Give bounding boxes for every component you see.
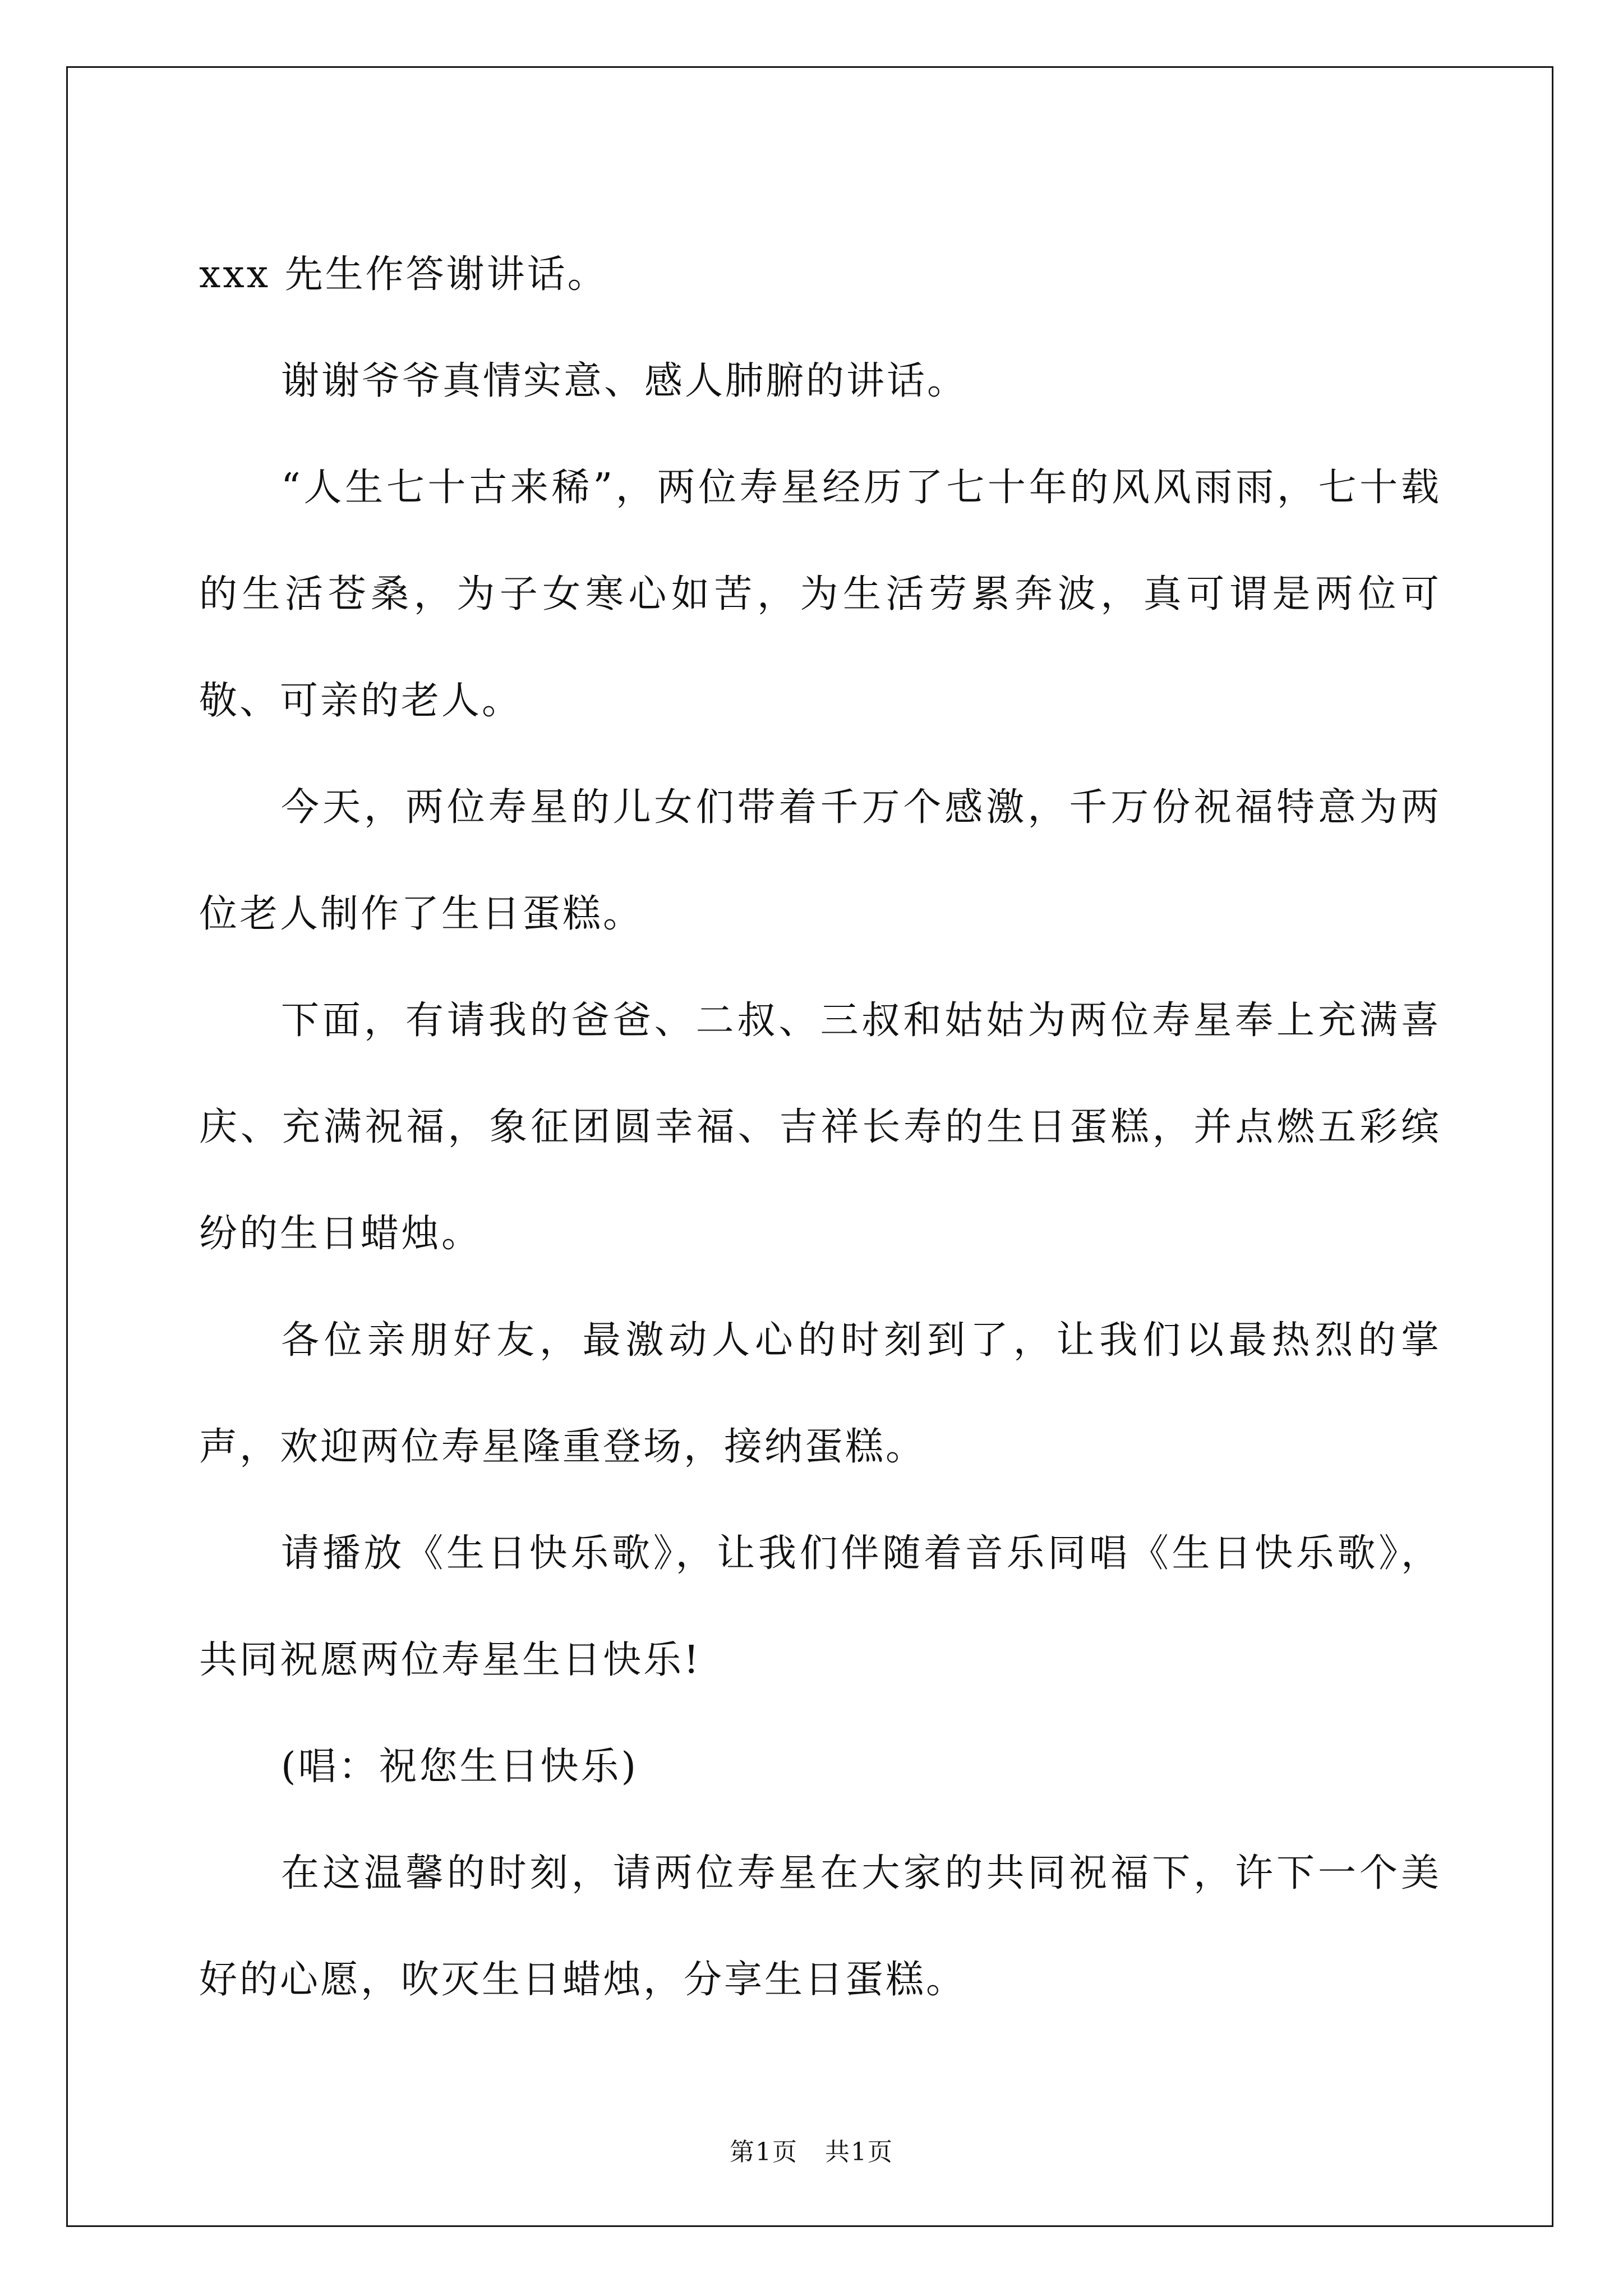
page-footer bbox=[0, 2132, 1623, 2168]
page-number-current: 第1页 bbox=[730, 2138, 798, 2166]
paragraph-7: (唱：祝您生日快乐) bbox=[281, 1745, 639, 1789]
paragraph-2: “人生七十古来稀”，两位寿星经历了七十年的风风雨雨，七十载的生活苍桑，为子女寒心如苦，为生活劳累奔波，真可谓是两位可敬、可亲的老人。 bbox=[199, 466, 1441, 723]
page-number-total: 共1页 bbox=[825, 2138, 893, 2166]
paragraph-6: 请播放《生日快乐歌》，让我们伴随着音乐同唱《生日快乐歌》，共同祝愿两位寿星生日快乐! bbox=[199, 1531, 1441, 1682]
document-body bbox=[199, 222, 1441, 2033]
paragraph-3: 今天，两位寿星的儿女们带着千万个感激，千万份祝福特意为两位老人制作了生日蛋糕。 bbox=[199, 785, 1441, 936]
paragraph-0: xxx 先生作答谢讲话。 bbox=[199, 252, 608, 297]
paragraph-8: 在这温馨的时刻，请两位寿星在大家的共同祝福下，许下一个美好的心愿，吹灭生日蜡烛，分享生日蛋糕。 bbox=[199, 1851, 1441, 2002]
paragraph-1: 谢谢爷爷真情实意、感人肺腑的讲话。 bbox=[281, 359, 968, 403]
paragraph-4: 下面，有请我的爸爸、二叔、三叔和姑姑为两位寿星奉上充满喜庆、充满祝福，象征团圆幸福、吉祥长寿的生日蛋糕，并点燃五彩缤纷的生日蜡烛。 bbox=[199, 999, 1441, 1256]
paragraph-5: 各位亲朋好友，最激动人心的时刻到了，让我们以最热烈的掌声，欢迎两位寿星隆重登场，接纳蛋糕。 bbox=[199, 1318, 1441, 1469]
